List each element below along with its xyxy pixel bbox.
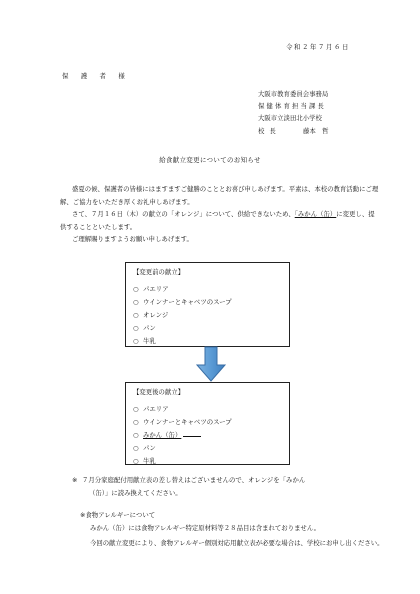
body-paragraph-greeting: 盛夏の候、保護者の皆様にはますますご健勝のこととお喜び申しあげます。平素は、本校の教育活動にご理解、ご協力をいただき厚くお礼申しあげます。 xyxy=(60,185,379,206)
note-mark: ※ xyxy=(72,476,78,484)
body-paragraph-change xyxy=(60,208,380,233)
list-item: ○ 牛乳 xyxy=(133,336,156,345)
menu-after-title: 【変更後の献立】 xyxy=(133,388,185,396)
note-replacement xyxy=(72,474,397,499)
bullet-icon: ○ xyxy=(133,430,139,439)
principal-name: 藤本 哲 xyxy=(303,126,329,135)
principal-title: 校長 xyxy=(258,126,281,135)
list-item: ○ ウインナーとキャベツのスープ xyxy=(133,298,232,307)
down-arrow-icon xyxy=(196,346,226,382)
list-item: ○ ウインナーとキャベツのスープ xyxy=(133,418,232,427)
bullet-icon: ○ xyxy=(133,285,139,294)
list-item-changed: ○ みかん（缶） xyxy=(133,429,282,442)
sender-dept: 保健体育担当課長 xyxy=(258,102,326,111)
change-text-before: さて、７月１６日（木）の献立の「オレンジ」について、供給できないため、 xyxy=(72,210,295,218)
sender-school: 大阪市立淡田北小学校 xyxy=(258,114,322,123)
allergy-line-2: 今回の献立変更により、食物アレルギー個別対応用献立表が必要な場合は、学校にお申し出ください。 xyxy=(90,539,384,547)
list-item: ○ オレンジ xyxy=(133,310,169,319)
bullet-icon: ○ xyxy=(133,418,139,427)
sender-signature xyxy=(258,127,329,139)
allergy-heading: ※食物アレルギーについて xyxy=(80,511,156,519)
bullet-icon: ○ xyxy=(133,298,139,307)
bullet-icon: ○ xyxy=(133,405,139,414)
sender-block xyxy=(258,90,329,139)
change-text-after: に変更し、提供することといたします。 xyxy=(60,210,375,231)
list-item: ○ パエリア xyxy=(133,285,169,294)
menu-after-box xyxy=(125,382,290,465)
change-text-underlined: 「みかん（缶） xyxy=(294,210,337,218)
menu-before-box xyxy=(125,262,290,347)
bullet-icon: ○ xyxy=(133,456,139,465)
body-paragraph-closing: ご理解賜りますようお願い申しあげます。 xyxy=(72,235,193,243)
menu-before-title: 【変更前の献立】 xyxy=(133,268,185,276)
recipient: 保 護 者 様 xyxy=(62,72,128,80)
sender-office: 大阪市教育委員会事務局 xyxy=(258,90,329,98)
bullet-icon: ○ xyxy=(133,310,139,319)
list-item: ○ パン xyxy=(133,443,156,452)
list-item: ○ パエリア xyxy=(133,405,169,414)
list-item: ○ 牛乳 xyxy=(133,456,156,465)
document-date: 令和２年７月６日 xyxy=(286,43,350,51)
list-item: ○ パン xyxy=(133,323,156,332)
note-line-1: ７月分家庭配付用献立表の差し替えはございませんので、オレンジを「みかん xyxy=(82,476,306,484)
bullet-icon: ○ xyxy=(133,323,139,332)
document-title: 給食献立変更についてのお知らせ xyxy=(159,156,261,164)
bullet-icon: ○ xyxy=(133,443,139,452)
note-line-2: （缶）」に読み換えてください。 xyxy=(89,488,182,497)
bullet-icon: ○ xyxy=(133,336,139,345)
allergy-line-1: みかん（缶）には食物アレルギー特定原材料等２８品目は含まれておりません。 xyxy=(90,524,321,532)
